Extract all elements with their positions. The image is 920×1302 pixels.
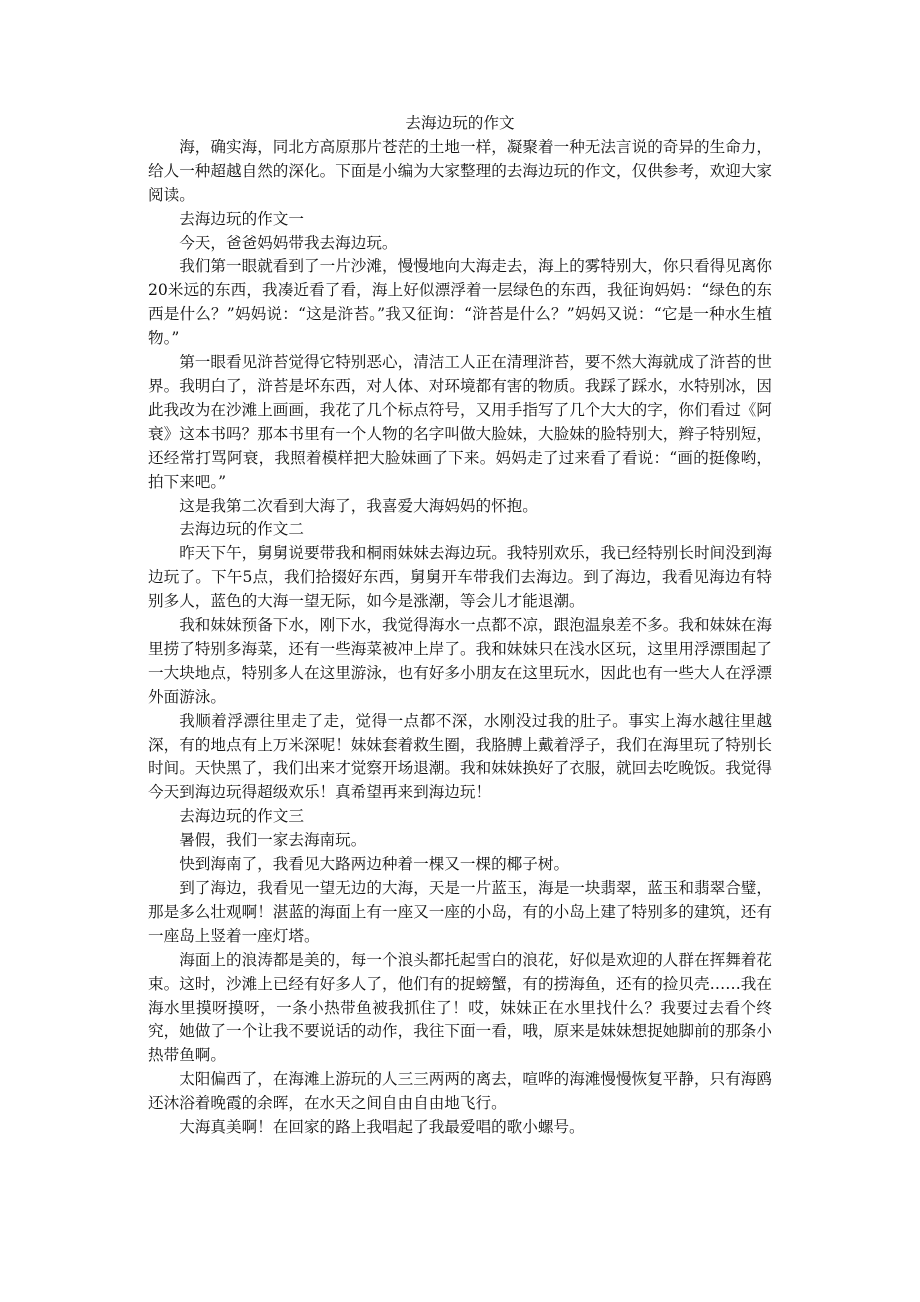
essay-1-paragraph: 我们第一眼就看到了一片沙滩，慢慢地向大海走去，海上的雾特别大，你只看得见离你20米远的东西，我凑近看了看，海上好似漂浮着一层绿色的东西，我征询妈妈：“绿色的东西是什么？”妈妈说：“这是浒苔。”我又征询：“浒苔是什么？”妈妈又说：“它是一种水生植物。” [148,257,772,348]
essay-1-paragraph: 第一眼看见浒苔觉得它特别恶心，清洁工人正在清理浒苔，要不然大海就成了浒苔的世界。我明白了，浒苔是坏东西，对人体、对环境都有害的物质。我踩了踩水，水特别冰，因此我改为在沙滩上画画，我花了几个标点符号，又用手指写了几个大大的字，你们看过《阿衰》这本书吗？那本书里有一个人物的名字叫做大脸妹，大脸妹的脸特别大，辫子特别短，还经常打骂阿衰，我照着模样把大脸妹画了下来。妈妈走了过来看了看说：“画的挺像哟，拍下来吧。” [148,353,772,491]
essay-3-paragraph: 太阳偏西了，在海滩上游玩的人三三两两的离去，喧哗的海滩慢慢恢复平静，只有海鸥还沐浴着晚霞的余晖，在水天之间自由自由地飞行。 [148,1070,772,1113]
essay-1-paragraph: 这是我第二次看到大海了，我喜爱大海妈妈的怀抱。 [179,496,538,515]
essay-2-heading: 去海边玩的作文二 [179,520,304,539]
document-title: 去海边玩的作文 [405,114,515,132]
intro-paragraph: 海，确实海，同北方高原那片苍茫的土地一样，凝聚着一种无法言说的奇异的生命力，给人一种超越自然的深化。下面是小编为大家整理的去海边玩的作文，仅供参考，欢迎大家阅读。 [148,137,772,204]
essay-3-paragraph: 海面上的浪涛都是美的，每一个浪头都托起雪白的浪花，好似是欢迎的人群在挥舞着花束。这时，沙滩上已经有好多人了，他们有的捉螃蟹，有的捞海鱼，还有的捡贝壳……我在海水里摸呀摸呀，一条小热带鱼被我抓住了！哎，妹妹正在水里找什么？我要过去看个终究，她做了一个让我不要说话的动作，我往下面一看，哦，原来是妹妹想捉她脚前的那条小热带鱼啊。 [148,950,772,1065]
essay-2-paragraph: 昨天下午，舅舅说要带我和桐雨妹妹去海边玩。我特别欢乐，我已经特别长时间没到海边玩了。下午5点，我们拾掇好东西，舅舅开车带我们去海边。到了海边，我看见海边有特别多人，蓝色的大海一望无际，如今是涨潮，等会儿才能退潮。 [148,544,772,611]
essay-2-paragraph: 我顺着浮漂往里走了走，觉得一点都不深，水刚没过我的肚子。事实上海水越往里越深，有的地点有上万米深呢！妹妹套着救生圈，我胳膊上戴着浮子，我们在海里玩了特别长时间。天快黑了，我们出来才觉察开场退潮。我和妹妹换好了衣服，就回去吃晚饭。我觉得今天到海边玩得超级欢乐！真希望再来到海边玩！ [148,711,772,802]
essay-2-paragraph: 我和妹妹预备下水，刚下水，我觉得海水一点都不凉，跟泡温泉差不多。我和妹妹在海里捞了特别多海菜，还有一些海菜被冲上岸了。我和妹妹只在浅水区玩，这里用浮漂围起了一大块地点，特别多人在这里游泳，也有好多小朋友在这里玩水，因此也有一些大人在浮漂外面游泳。 [148,616,772,706]
essay-3-paragraph: 大海真美啊！在回家的路上我唱起了我最爱唱的歌小螺号。 [179,1118,585,1137]
essay-3-paragraph: 到了海边，我看见一望无边的大海，天是一片蓝玉，海是一块翡翠，蓝玉和翡翠合璧，那是多么壮观啊！湛蓝的海面上有一座又一座的小岛，有的小岛上建了特别多的建筑，还有一座岛上竖着一座灯塔。 [148,879,772,945]
essay-1-paragraph: 今天，爸爸妈妈带我去海边玩。 [179,233,398,252]
essay-1-heading: 去海边玩的作文一 [179,209,304,228]
essay-3-paragraph: 快到海南了，我看见大路两边种着一棵又一棵的椰子树。 [179,855,570,874]
essay-3-heading: 去海边玩的作文三 [179,807,304,826]
document-body [148,112,772,1140]
essay-3-paragraph: 暑假，我们一家去海南玩。 [179,831,367,850]
